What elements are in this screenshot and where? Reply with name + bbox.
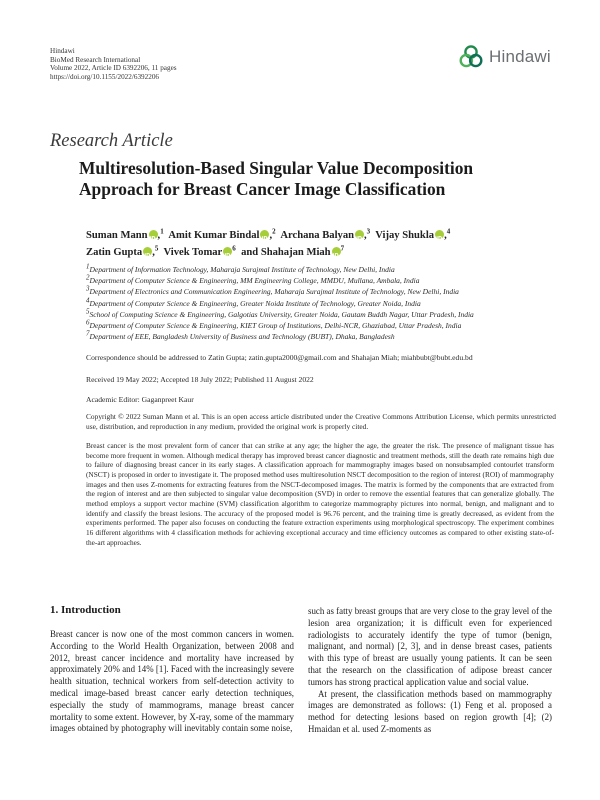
journal-name: BioMed Research International (50, 55, 141, 64)
author-affil-sup: 4 (446, 227, 451, 236)
orcid-icon[interactable] (332, 247, 341, 256)
correspondence: Correspondence should be addressed to Zatin Gupta; zatin.gupta2000@gmail.com and Shahajan Miah; miahbubt@bubt.edu.bd (86, 353, 473, 362)
column-left (50, 629, 294, 735)
affiliation: $^4$Department of Computer Science & Engineering, Greater Noida Institute of Technology, Greater Noida, India (86, 296, 421, 308)
title-line-1: Multiresolution-Based Singular Value Decomposition (79, 158, 474, 178)
abstract: Breast cancer is the most prevalent form of cancer that can strike at any age; the higher the age, the greater the risk. The presence of malignant tissue has become more frequent in women. Although medical therapy has improved breast cancer diagnostic and treatment methods, still the death rate remains high due to failure of diagnosing breast cancer in its early stages. A classification approach for mammography images based on nonsubsampled contourlet transform (NSCT) is proposed in order to investigate it. The proposed method uses multiresolution NSCT decomposition to the region of interest (ROI) of mammography images and then uses Z-moments for extracting features from the NSCT-decomposed images. The matrix is formed by the components that are extracted from the region of interest and are then subjected to singular value decomposition (SVD) in order to remove the essential features that can generalize globally. The method employs a support vector machine (SVM) classification algorithm to categorize mammography pictures into normal, benign, and malignant and to identify and classify the breast lesions. The accuracy of the proposed model is 96.76 percent, and the training time is greatly decreased, as evident from the experiments performed. The paper also focuses on conducting the feature extraction experiments using morphological spectroscopy. The experiment combines 16 different algorithms with 4 classification methods for achieving exceptional accuracy and time efficiency outcomes as compared to other existing state-of-the-art approaches. (86, 441, 554, 547)
author-name: Vijay Shukla (375, 230, 435, 241)
paragraph: such as fatty breast groups that are very close to the gray level of the lesion area organization; it is difficult even for experienced radiologists to accurately identify the type of tumor (benign, malignant, and normal) [2, 3], and in dense breast cases, patients with this type of breast are usually young patients. It can be seen that the research on the classification of adipose breast cancer tumors has strong practical application value and social value. (308, 606, 552, 687)
author-affil-sup: 5 (154, 243, 159, 252)
author-name: Suman Mann (86, 230, 148, 241)
hindawi-rings-icon (458, 44, 484, 70)
author-affil-sup: 1 (160, 227, 164, 236)
paragraph: At present, the classification methods based on mammography images are demonstrated as follows: (1) Feng et al. proposed a method for detecting lesions based on region growth [4]; (2) Hmaidan et al. used Z-moments as (308, 688, 552, 734)
author-and: and (241, 246, 259, 258)
author-affil-sup: 7 (340, 243, 345, 252)
volume-line: Volume 2022, Article ID 6392206, 11 pages (50, 64, 177, 73)
orcid-icon[interactable] (223, 247, 232, 256)
author-list: Suman ManniD ,$^1$ Amit Kumar BindaliD ,$^2$ Archana BalyaniD ,$^3$ Vijay ShuklaiD ,$^4$ Zatin GuptaiD ,$^5$ Vivek TomariD $^6$ and Shahajan MiahiD $^7$ (86, 228, 556, 261)
affiliation: $^6$Department of Computer Science & Engineering, KIET Group of Institutions, Delhi-NCR, Ghaziabad, Uttar Pradesh, India (86, 318, 462, 331)
paragraph: Breast cancer is now one of the most common cancers in women. According to the World Health Organization, between 2008 and 2012, breast cancer incidence and mortality have increased by approximately 20% and 14% [1]. Faced with the increasingly severe health situation, technical workers from self-detection activity to medical image-based breast cancer early detection techniques, especially the study of mammograms, manage breast cancer mortality to some extent. However, by X-ray, some of the mammary images obtained by photography will inevitably contain some noise, (50, 629, 294, 734)
author-affil-sup: 2 (272, 227, 276, 236)
author-name: Amit Kumar Bindal (168, 230, 260, 241)
hindawi-logo (458, 44, 551, 70)
journal-info (50, 47, 177, 81)
author-name: Archana Balyan (280, 230, 355, 241)
author-name: Zatin Gupta (86, 246, 143, 258)
affiliation: $^2$Department of Computer Science & Engineering, MM Engineering College, MMDU, Mullana, Ambala, India (86, 273, 420, 286)
title-line-2: Approach for Breast Cancer Image Classification (79, 179, 446, 199)
affiliation-list (86, 264, 556, 342)
column-right (308, 606, 552, 736)
author-affil-sup: 6 (232, 243, 236, 252)
logo-wordmark: Hindawi (489, 47, 551, 66)
copyright-notice: Copyright © 2022 Suman Mann et al. This is an open access article distributed under the Creative Commons Attribution License, which permits unrestricted use, distribution, and reproduction in any medium, provided the original work is properly cited. (86, 412, 556, 431)
publication-dates: Received 19 May 2022; Accepted 18 July 2022; Published 11 August 2022 (86, 375, 314, 384)
orcid-icon[interactable] (149, 230, 158, 239)
author-name: Shahajan Miah (260, 246, 331, 258)
author-name: Vivek Tomar (163, 246, 223, 258)
section-heading: 1. Introduction (50, 604, 121, 616)
author-affil-sup: 3 (366, 227, 371, 236)
affiliation: $^3$Department of Electronics and Communication Engineering, Maharaja Surajmal Institute of Technology, New Delhi, India (86, 284, 459, 297)
orcid-icon[interactable] (435, 230, 444, 239)
article-type: Research Article (50, 131, 173, 151)
affiliation: $^5$School of Computing Science & Engineering, Galgotias University, Greater Noida, Gautam Buddh Nagar, Uttar Pradesh, India (86, 307, 474, 319)
affiliation: $^7$Department of EEE, Bangladesh University of Business and Technology (BUBT), Dhaka, Bangladesh (86, 329, 395, 342)
publisher-name: Hindawi (50, 47, 75, 55)
doi-link[interactable]: https://doi.org/10.1155/2022/6392206 (50, 72, 160, 81)
orcid-icon[interactable] (355, 230, 364, 239)
academic-editor: Academic Editor: Gaganpreet Kaur (86, 395, 194, 404)
article-title (79, 158, 549, 200)
affiliation: $^1$Department of Information Technology, Maharaja Surajmal Institute of Technology, New Delhi, India (86, 262, 395, 274)
orcid-icon[interactable] (143, 247, 152, 256)
